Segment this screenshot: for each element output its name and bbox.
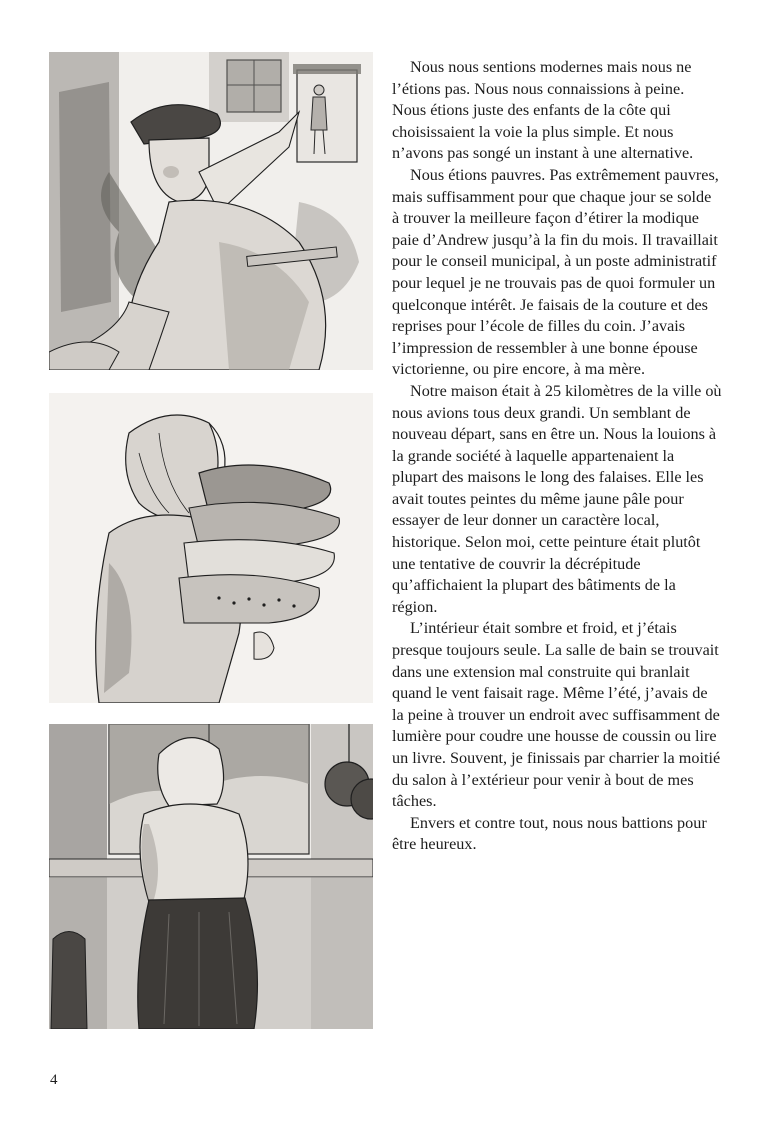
page-number: 4	[50, 1072, 58, 1088]
ink-wash-drawing-3	[49, 724, 373, 1029]
illustration-woman-at-sink	[49, 724, 373, 1029]
story-text	[392, 57, 722, 856]
ink-wash-drawing-1	[49, 52, 373, 370]
paragraph: Envers et contre tout, nous nous battions pour être heureux.	[392, 813, 707, 854]
paragraph: Nous étions pauvres. Pas extrêmement pauvres, mais suffisamment pour que chaque jour se solde à trouver la meilleure façon d’étirer la modique paie d’Andrew jusqu’à la fin du mois. Il travaillait pour le conseil municipal, à un poste administratif pour lequel je ne trouvais pas de quoi formuler un quelconque intérêt. Je faisais de la couture et des reprises pour l’école de filles du coin. J’avais l’impression de ressembler à une bonne épouse victorienne, ou pire encore, à ma mère.	[392, 165, 719, 379]
ink-wash-drawing-2	[49, 393, 373, 703]
paragraph: Nous nous sentions modernes mais nous ne l’étions pas. Nous nous connaissions à peine. Nous étions juste des enfants de la côte qui choisissaient la voie la plus simple. Et nous n’avons pas songé un instant à une alternative.	[392, 58, 694, 163]
illustration-man-working	[49, 52, 373, 370]
paragraph: L’intérieur était sombre et froid, et j’étais presque toujours seule. La salle de bain se trouvait dans une extension mal construite qui branlait quand le vent faisait rage. Même l’été, j’avais de la peine à trouver un endroit avec suffisamment de lumière pour coudre une housse de coussin ou lire un livre. Souvent, je finissais par charrier la moitié du salon à l’extérieur pour venir à bout de mes tâches.	[392, 619, 721, 811]
paragraph: Notre maison était à 25 kilomètres de la ville où nous avions tous deux grandi. Un semblant de nouveau départ, sans en être un. Nous la louions à la grande société à laquelle appartenaient la plupart des maisons le long des falaises. Elle les avait toutes peintes du même jaune pâle pour essayer de leur donner un caractère local, historique. Selon moi, cette peinture était plutôt une tentative de couvrir la décrépitude qu’affichaient la plupart des bâtiments de la région.	[392, 381, 722, 616]
illustration-woman-carrying-fabric	[49, 393, 373, 703]
